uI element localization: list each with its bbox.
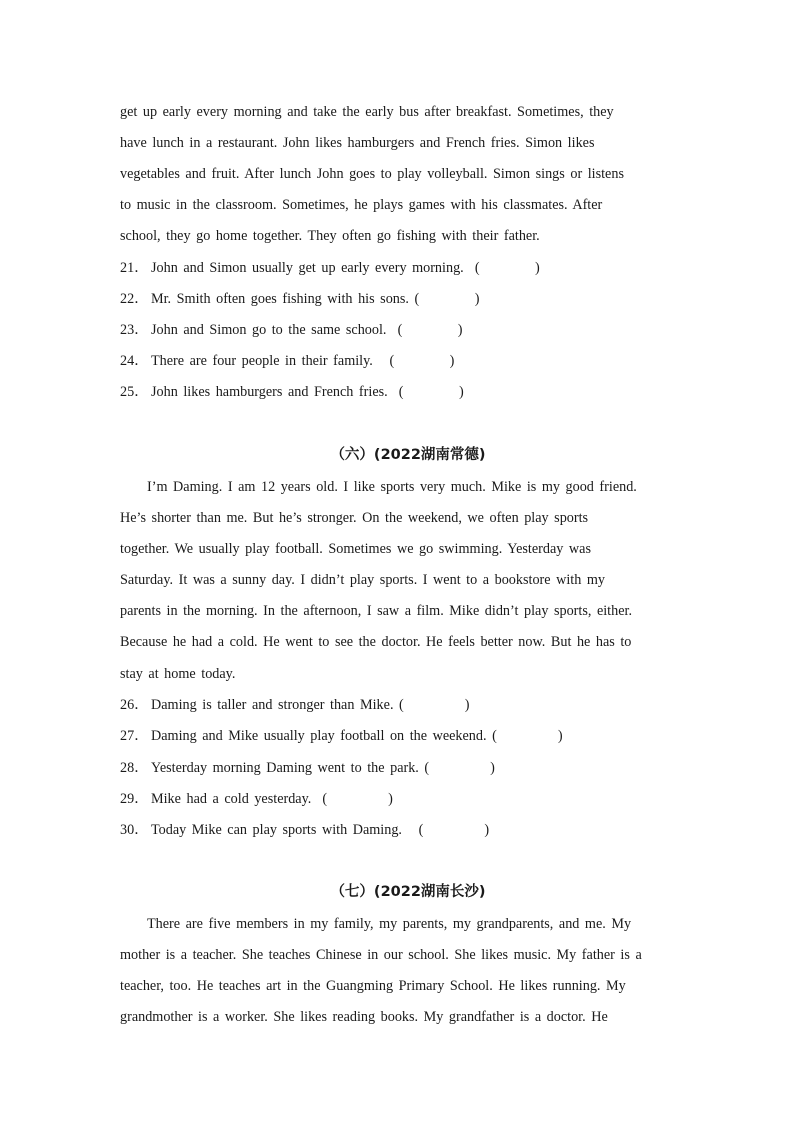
passage-line: to music in the classroom. Sometimes, he plays games with his classmates. After — [120, 197, 603, 213]
passage-line: grandmother is a worker. She likes reading books. My grandfather is a doctor. He — [120, 1009, 608, 1025]
answer-blank[interactable]: ( ) — [393, 697, 470, 713]
question-text: There are four people in their family. — [151, 353, 373, 369]
question-item — [120, 382, 690, 402]
question-text: Yesterday morning Daming went to the park. — [151, 760, 419, 776]
answer-blank[interactable]: ( ) — [311, 791, 393, 807]
passage-line: teacher, too. He teaches art in the Guangming Primary School. He likes running. My — [120, 978, 626, 994]
question-text: John and Simon go to the same school. — [151, 322, 387, 338]
question-number: 26． — [120, 697, 149, 713]
passage-line: school, they go home together. They often go fishing with their father. — [120, 228, 540, 244]
question-number: 25． — [120, 384, 149, 400]
passage-line: together. We usually play football. Sometimes we go swimming. Yesterday was — [120, 541, 591, 557]
answer-blank[interactable]: ( ) — [387, 384, 464, 400]
question-text: John likes hamburgers and French fries. — [151, 384, 388, 400]
section-heading: （七）(2022湖南长沙) — [330, 884, 486, 900]
question-item — [120, 726, 690, 746]
question-number: 29． — [120, 791, 149, 807]
passage-line: He’s shorter than me. But he’s stronger. On the weekend, we often play sports — [120, 510, 589, 526]
passage-line: parents in the morning. In the afternoon, I saw a film. Mike didn’t play sports, either. — [120, 603, 633, 619]
question-text: Daming is taller and stronger than Mike. — [151, 697, 394, 713]
answer-blank[interactable]: ( ) — [386, 322, 463, 338]
answer-blank[interactable]: ( ) — [418, 760, 495, 776]
passage-line: Because he had a cold. He went to see the doctor. He feels better now. But he has to — [120, 634, 632, 650]
passage-line: Saturday. It was a sunny day. I didn’t play sports. I went to a bookstore with my — [120, 572, 606, 588]
answer-blank[interactable]: ( ) — [372, 353, 455, 369]
passage-line: stay at home today. — [120, 666, 236, 682]
question-item — [120, 320, 690, 340]
question-number: 24． — [120, 353, 149, 369]
question-item — [120, 789, 690, 809]
question-text: Daming and Mike usually play football on the weekend. — [151, 728, 487, 744]
passage-line: have lunch in a restaurant. John likes hamburgers and French fries. Simon likes — [120, 135, 595, 151]
question-item — [120, 820, 690, 840]
question-item — [120, 258, 690, 278]
question-text: John and Simon usually get up early every morning. — [151, 260, 464, 276]
passage-line: mother is a teacher. She teaches Chinese in our school. She likes music. My father is a — [120, 947, 642, 963]
passage-line: I’m Daming. I am 12 years old. I like sports very much. Mike is my good friend. — [147, 479, 637, 495]
passage-line: There are five members in my family, my parents, my grandparents, and me. My — [147, 916, 632, 932]
question-text: Mike had a cold yesterday. — [151, 791, 312, 807]
question-number: 30． — [120, 822, 149, 838]
answer-blank[interactable]: ( ) — [463, 260, 540, 276]
question-text: Mr. Smith often goes fishing with his sons. — [151, 291, 409, 307]
question-item — [120, 351, 690, 371]
question-item — [120, 695, 690, 715]
question-number: 27． — [120, 728, 149, 744]
answer-blank[interactable]: ( ) — [401, 822, 490, 838]
question-number: 28． — [120, 760, 149, 776]
answer-blank[interactable]: ( ) — [408, 291, 480, 307]
section-heading: （六）(2022湖南常德) — [330, 447, 486, 463]
question-number: 21． — [120, 260, 149, 276]
passage-line: vegetables and fruit. After lunch John goes to play volleyball. Simon sings or listens — [120, 166, 624, 182]
question-number: 22． — [120, 291, 149, 307]
question-number: 23． — [120, 322, 149, 338]
passage-line: get up early every morning and take the early bus after breakfast. Sometimes, they — [120, 104, 614, 120]
question-text: Today Mike can play sports with Daming. — [151, 822, 402, 838]
question-item — [120, 758, 690, 778]
question-item — [120, 289, 690, 309]
answer-blank[interactable]: ( ) — [486, 728, 563, 744]
